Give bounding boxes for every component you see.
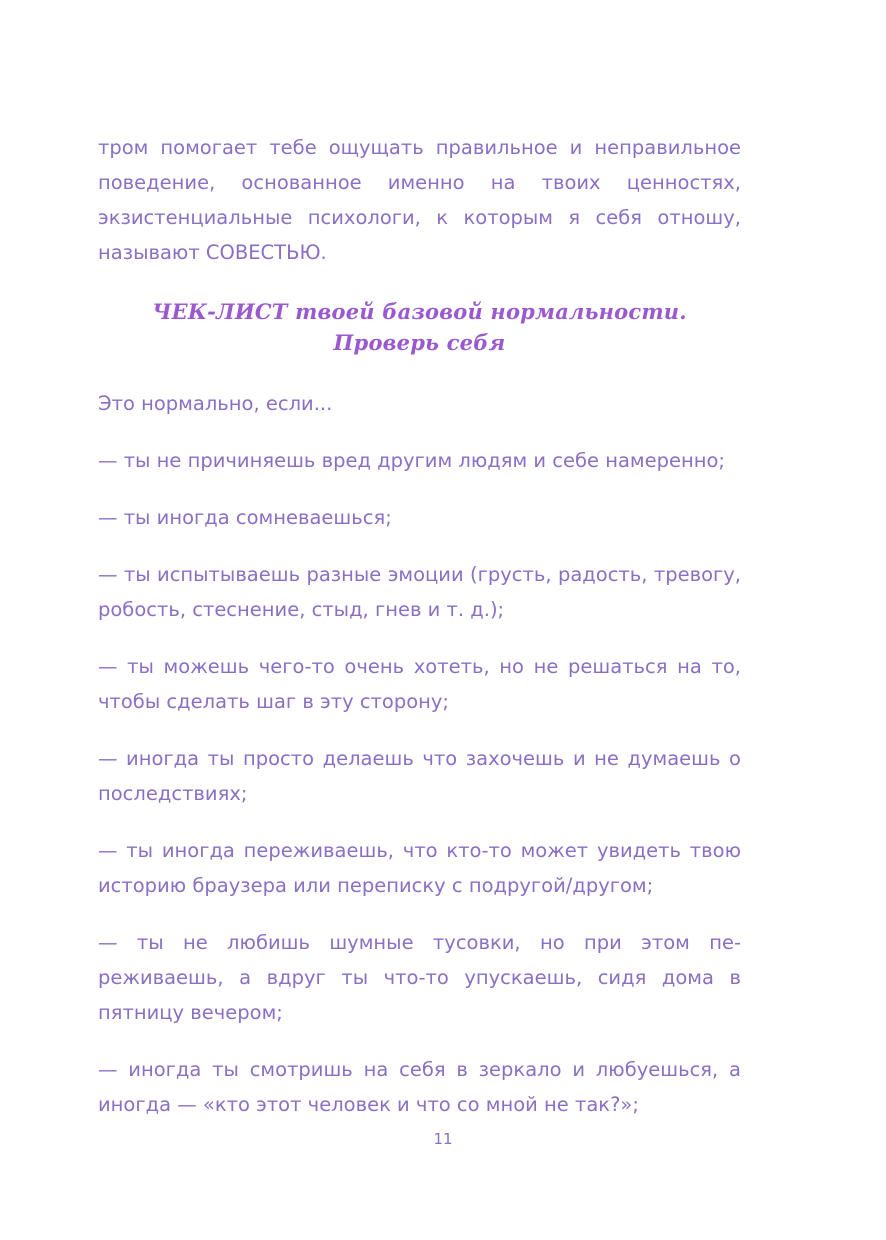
page-content: [98, 130, 741, 1144]
list-item: — ты иногда переживаешь, что кто-то может увидеть твою историю браузера или переписку с подругой/другом;: [98, 839, 741, 897]
section-heading: [98, 296, 741, 358]
section-heading-line-1: ЧЕК-ЛИСТ твоей базовой нормальности.: [152, 299, 687, 324]
list-item: — иногда ты просто делаешь что захочешь и не думаешь о последствиях;: [98, 747, 741, 805]
list-item: — ты испытываешь разные эмоции (грусть, радость, тревогу, робость, стеснение, стыд, гнев и т. д.);: [98, 563, 741, 621]
list-item: — ты можешь чего-то очень хотеть, но не решаться на то, чтобы сделать шаг в эту сторону;: [98, 655, 741, 713]
list-item: — ты иногда сомневаешься;: [98, 506, 392, 529]
checklist-intro: Это нормально, если...: [98, 392, 333, 415]
page-number: 11: [433, 1130, 453, 1148]
opening-paragraph: тром помогает тебе ощущать правильное и неправильное поведение, основанное именно на твоих ценностях, экзистенциальные психологи, к которым я себя отношу, называют СОВЕСТЬЮ.: [98, 136, 741, 264]
list-item: — иногда ты смотришь на себя в зеркало и любуешься, а иногда — «кто этот человек и что со мной не так?»;: [98, 1058, 741, 1116]
list-item: — ты не любишь шумные тусовки, но при этом переживаешь, а вдруг ты что-то упускаешь, сидя дома в пятницу вечером;: [98, 931, 741, 1024]
checklist: [98, 443, 741, 1122]
section-heading-line-2: Проверь себя: [333, 330, 506, 355]
list-item: — ты не причиняешь вред другим людям и себе намеренно;: [98, 449, 725, 472]
